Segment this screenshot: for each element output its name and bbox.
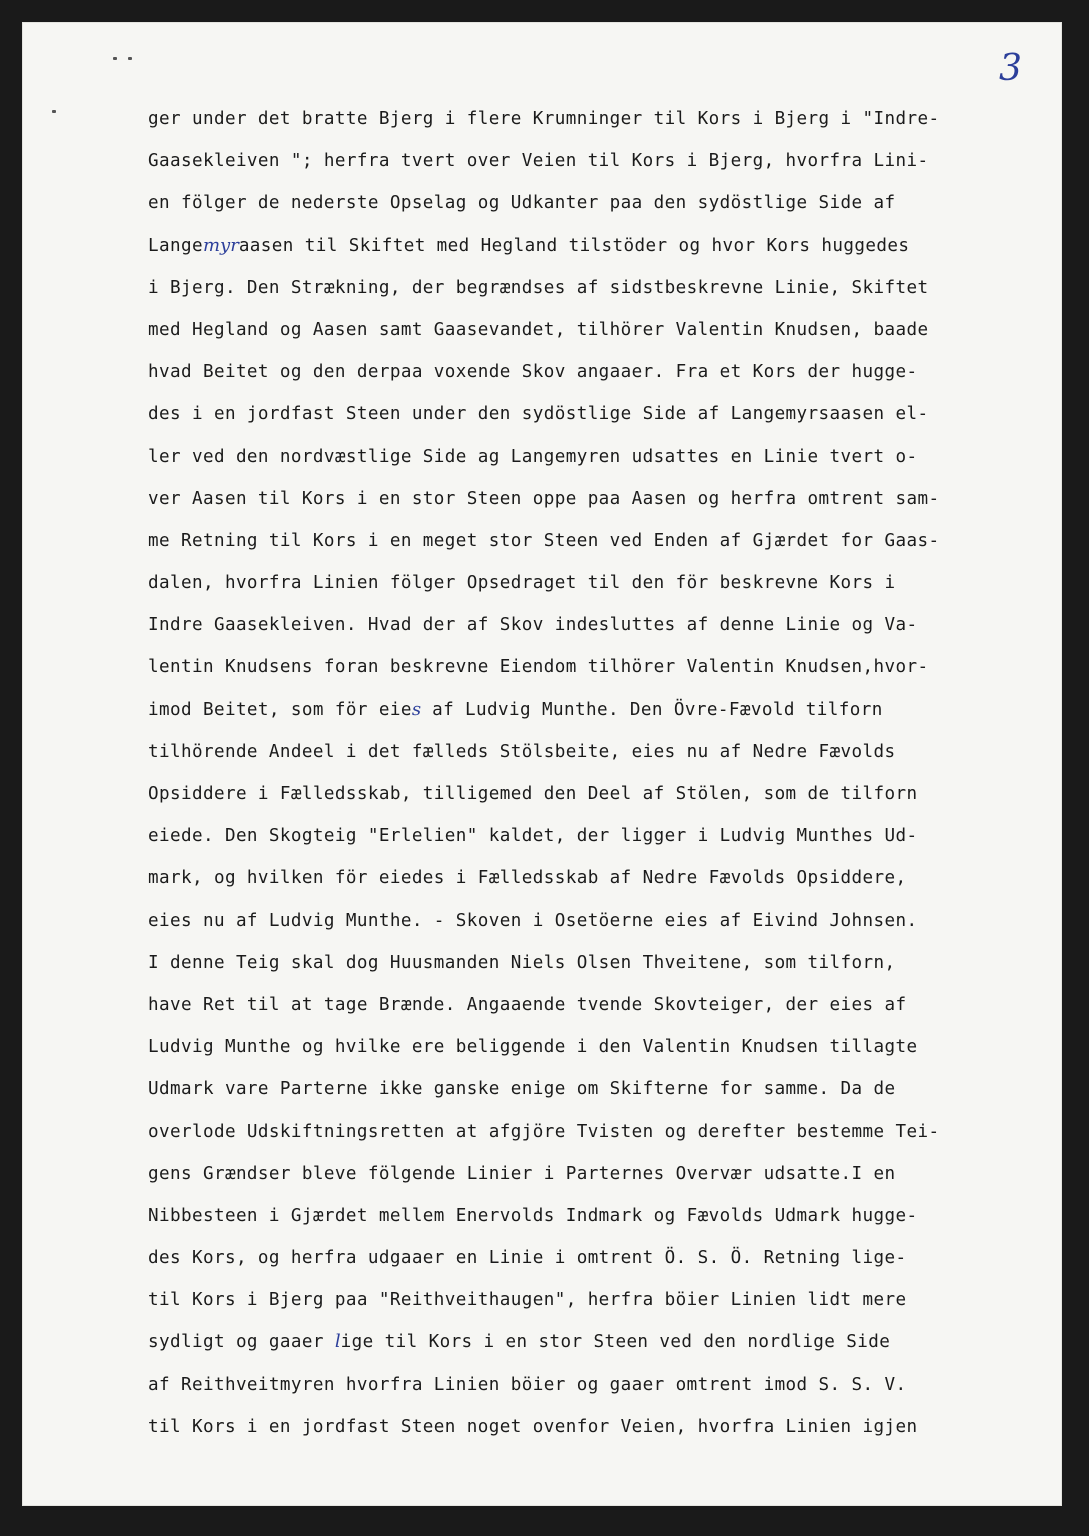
text-line: des i en jordfast Steen under den sydöstlige Side af Langemyrsaasen el-: [148, 404, 929, 425]
text-line: hvad Beitet og den derpaa voxende Skov angaaer. Fra et Kors der hugge-: [148, 362, 918, 383]
text-line: I denne Teig skal dog Huusmanden Niels Olsen Thveitene, som tilforn,: [148, 952, 896, 973]
text-line: dalen, hvorfra Linien fölger Opsedraget til den för beskrevne Kors i: [148, 573, 896, 594]
margin-mark: [113, 57, 117, 60]
text-line: en fölger de nederste Opselag og Udkanter paa den sydöstlige Side af: [148, 193, 896, 214]
text-line: me Retning til Kors i en meget stor Steen ved Enden af Gjærdet for Gaas-: [148, 530, 940, 551]
text-line: Gaasekleiven "; herfra tvert over Veien til Kors i Bjerg, hvorfra Lini-: [148, 151, 929, 172]
text-line: mark, og hvilken för eiedes i Fælledsskab af Nedre Fævolds Opsiddere,: [148, 868, 907, 889]
text-line: af Reithveitmyren hvorfra Linien böier og gaaer omtrent imod S. S. V.: [148, 1374, 907, 1395]
text-line: overlode Udskiftningsretten at afgjöre Tvisten og derefter bestemme Tei-: [148, 1121, 940, 1142]
page-number: 3: [999, 48, 1022, 89]
text-line: ver Aasen til Kors i en stor Steen oppe paa Aasen og herfra omtrent sam-: [148, 488, 940, 509]
document-page: [22, 22, 1062, 1506]
text-line: gens Grændser bleve fölgende Linier i Parternes Overvær udsatte.I en: [148, 1163, 896, 1184]
text-line: [148, 689, 1058, 731]
text-line: [148, 1321, 1058, 1363]
handwritten-insertion: s: [411, 698, 422, 720]
line-segment: af Ludvig Munthe. Den Övre-Fævold tilforn: [421, 699, 883, 720]
handwritten-insertion: l: [334, 1331, 341, 1353]
text-line: Ludvig Munthe og hvilke ere beliggende i den Valentin Knudsen tillagte: [148, 1037, 918, 1058]
text-line: eies nu af Ludvig Munthe. - Skoven i Osetöerne eies af Eivind Johnsen.: [148, 910, 918, 931]
text-line: til Kors i Bjerg paa "Reithveithaugen", herfra böier Linien lidt mere: [148, 1290, 907, 1311]
text-line: des Kors, og herfra udgaaer en Linie i omtrent Ö. S. Ö. Retning lige-: [148, 1248, 907, 1269]
text-line: ger under det bratte Bjerg i flere Krumninger til Kors i Bjerg i "Indre-: [148, 109, 940, 129]
margin-mark: [128, 57, 132, 60]
text-line: tilhörende Andeel i det fælleds Stölsbeite, eies nu af Nedre Fævolds: [148, 741, 896, 762]
margin-mark: [52, 110, 56, 113]
text-line: Udmark vare Parterne ikke ganske enige om Skifterne for samme. Da de: [148, 1079, 896, 1100]
line-segment: Lange: [148, 235, 203, 256]
line-segment: sydligt og gaaer: [148, 1332, 335, 1353]
text-line: Nibbesteen i Gjærdet mellem Enervolds Indmark og Fævolds Udmark hugge-: [148, 1205, 918, 1226]
text-line: have Ret til at tage Brænde. Angaaende tvende Skovteiger, der eies af: [148, 994, 907, 1015]
line-segment: ige til Kors i en stor Steen ved den nordlige Side: [340, 1332, 891, 1353]
text-line: eiede. Den Skogteig "Erlelien" kaldet, der ligger i Ludvig Munthes Ud-: [148, 826, 918, 847]
text-line: med Hegland og Aasen samt Gaasevandet, tilhörer Valentin Knudsen, baade: [148, 319, 929, 340]
line-segment: aasen til Skiftet med Hegland tilstöder og hvor Kors huggedes: [238, 235, 910, 256]
text-line: Indre Gaasekleiven. Hvad der af Skov indesluttes af denne Linie og Va-: [148, 615, 918, 636]
text-line: Opsiddere i Fælledsskab, tilligemed den Deel af Stölen, som de tilforn: [148, 784, 918, 804]
typed-text-body: [148, 98, 1058, 1448]
text-line: ler ved den nordvæstlige Side ag Langemyren udsattes en Linie tvert o-: [148, 446, 918, 467]
text-line: i Bjerg. Den Strækning, der begrændses af sidstbeskrevne Linie, Skiftet: [148, 277, 929, 298]
handwritten-insertion: myr: [202, 234, 239, 256]
line-segment: imod Beitet, som för eie: [148, 699, 412, 720]
text-line: [148, 225, 1058, 267]
text-line: lentin Knudsens foran beskrevne Eiendom tilhörer Valentin Knudsen,hvor-: [148, 657, 929, 678]
text-line: til Kors i en jordfast Steen noget ovenfor Veien, hvorfra Linien igjen: [148, 1416, 918, 1437]
